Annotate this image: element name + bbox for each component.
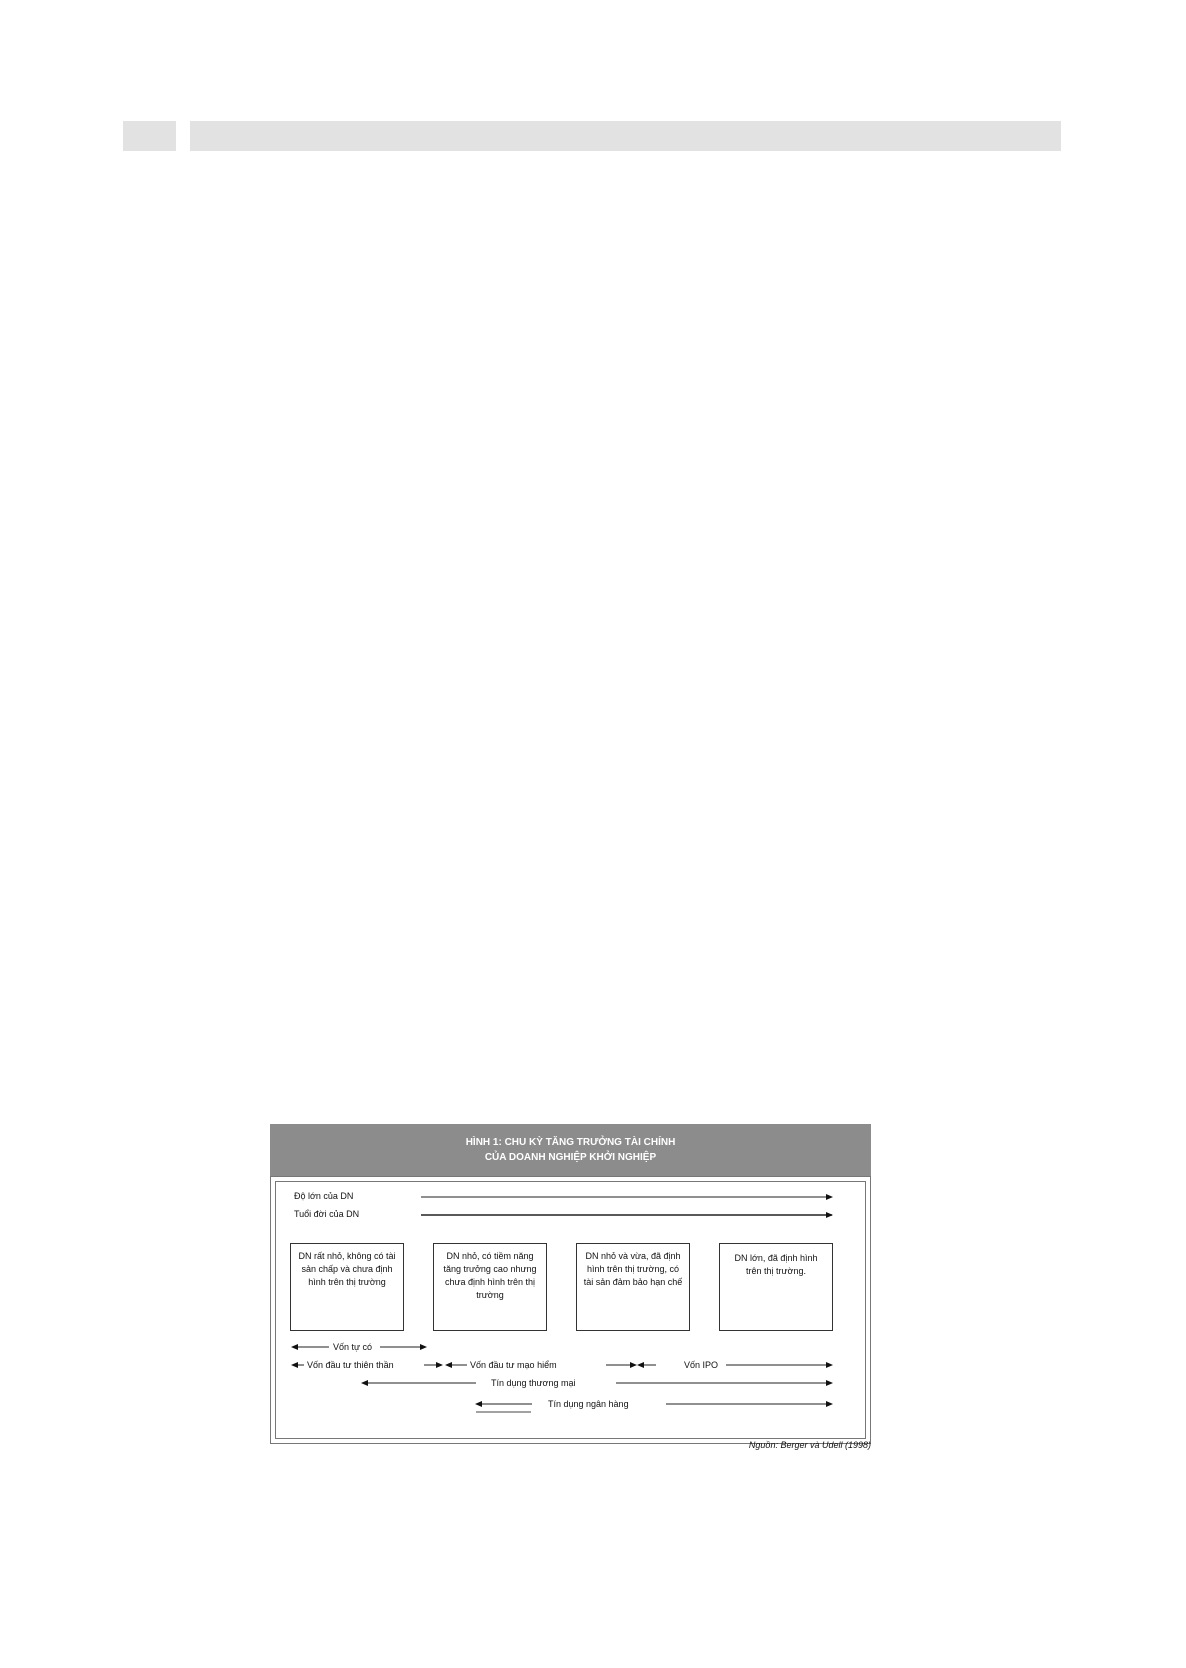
trade-credit-label: Tín dụng thương mại: [491, 1378, 576, 1388]
stage-text-1: DN rất nhỏ, không có tài sản chấp và chưa định hình trên thị trường: [298, 1251, 396, 1287]
figure-title-line1: HÌNH 1: CHU KỲ TĂNG TRƯỞNG TÀI CHÍNH: [465, 1137, 676, 1148]
angel-label: Vốn đầu tư thiên thần: [307, 1360, 394, 1370]
stage-box-1: [290, 1243, 404, 1331]
stage-box-3: [576, 1243, 690, 1331]
figure-frame-inner: [275, 1181, 866, 1439]
axis-age-label: Tuổi đời của DN: [294, 1209, 360, 1219]
bank-credit-label: Tín dụng ngân hàng: [548, 1399, 629, 1409]
ipo-label: Vốn IPO: [684, 1360, 719, 1370]
venture-label: Vốn đầu tư mạo hiểm: [470, 1360, 557, 1370]
stage-box-2: [433, 1243, 547, 1331]
financing-cycle-figure: [270, 1124, 871, 1444]
axis-size-label: Độ lớn của DN: [294, 1191, 354, 1201]
header-bar-short: [123, 121, 176, 151]
header-bar-long: [190, 121, 1061, 151]
stage-box-4: [719, 1243, 833, 1331]
stage-text-4: DN lớn, đã định hình trên thị trường.: [734, 1253, 818, 1276]
figure-title-line2: CỦA DOANH NGHIỆP KHỞI NGHIỆP: [484, 1152, 657, 1163]
figure-frame-outer: [270, 1176, 871, 1444]
own-capital-label: Vốn tự có: [333, 1342, 373, 1352]
stage-text-3: DN nhỏ và vừa, đã định hình trên thị trường, có tài sản đảm bảo hạn chế: [583, 1251, 683, 1287]
figure-source: Nguồn: Berger và Udell (1998): [748, 1440, 871, 1450]
figure-title: [270, 1124, 871, 1176]
stage-text-2: DN nhỏ, có tiềm năng tăng trưởng cao nhưng chưa định hình trên thị trường: [443, 1251, 537, 1300]
